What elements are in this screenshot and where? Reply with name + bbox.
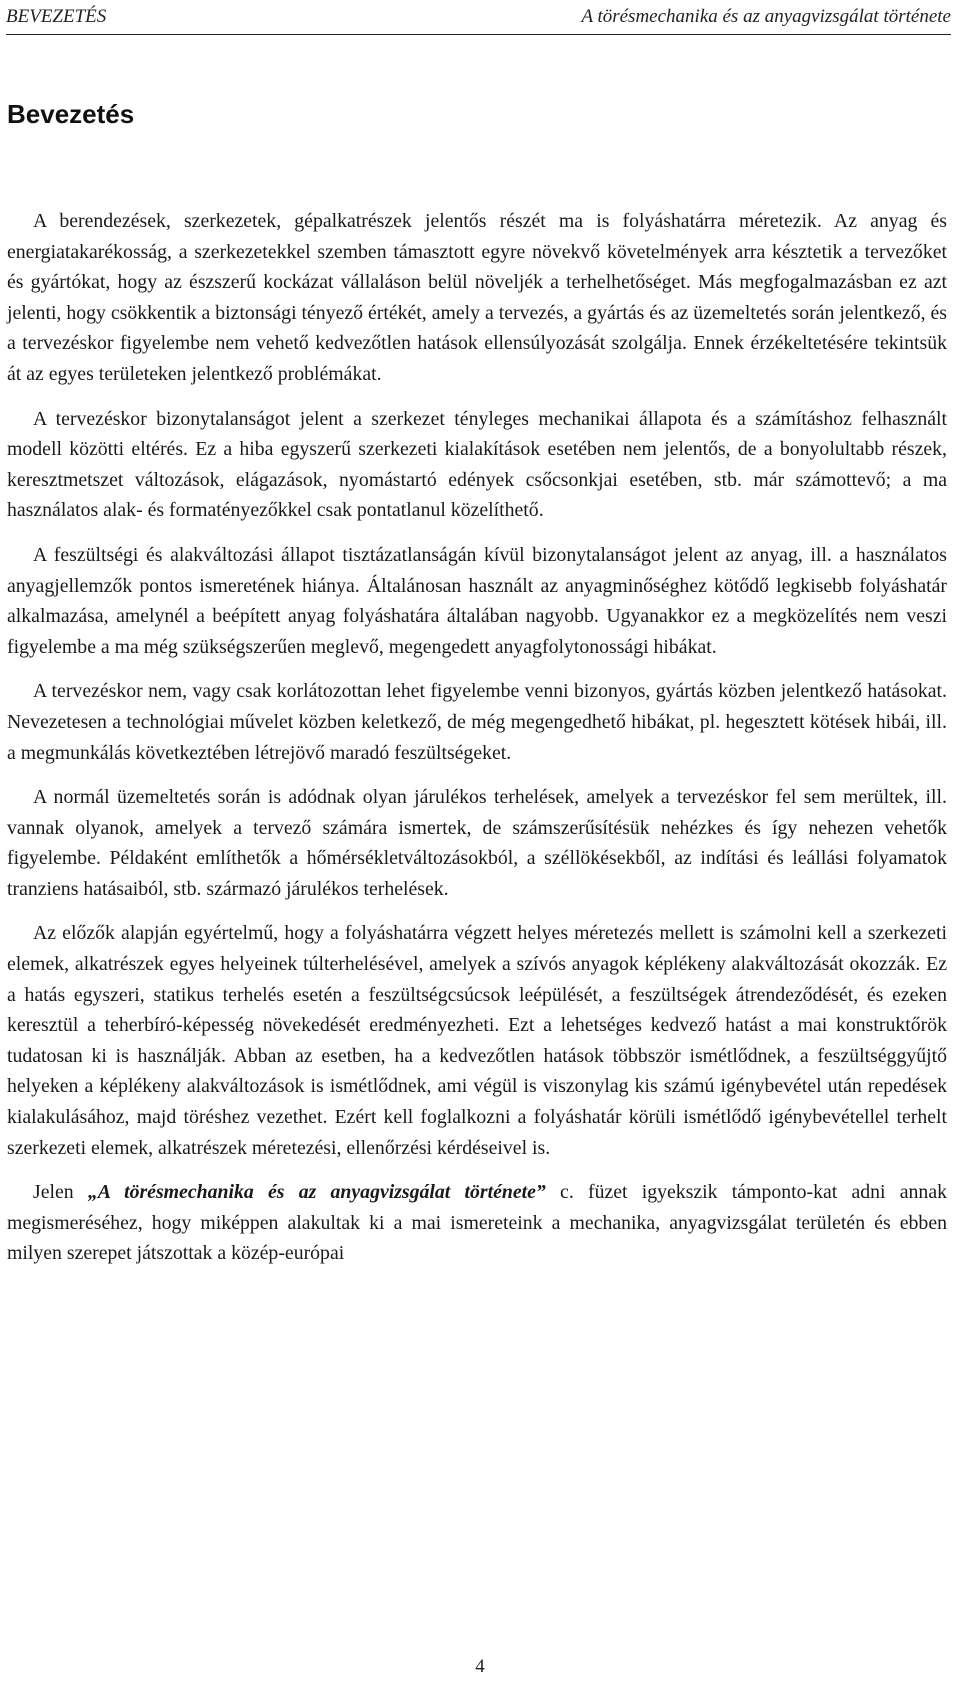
header-rule <box>6 34 951 35</box>
paragraph: A berendezések, szerkezetek, gépalkatrészek jelentős részét ma is folyáshatárra méretezik. Az anyag és energiatakarékosság, a szerkezetekkel szemben támasztott egyre növekvő követelmények arra késztetik a tervezőket és gyártókat, hogy az észszerű kockázat vállaláson belül növeljék a terhelhetőséget. Más megfogalmazásban ez azt jelenti, hogy csökkentik a biztonsági tényező értékét, amely a tervezés, a gyártás és az üzemeltetés során jelentkező, és a tervezéskor figyelembe nem vehető kedvezőtlen hatások ellensúlyozását szolgálja. Ennek érzékeltetésére tekintsük át az egyes területeken jelentkező problémákat. <box>7 210 947 385</box>
paragraph: A tervezéskor nem, vagy csak korlátozottan lehet figyelembe venni bizonyos, gyártás közben jelentkező hatásokat. Nevezetesen a technológiai művelet közben keletkező, de még megengedhető hibákat, pl. hegesztett kötések hibái, ill. a megmunkálás következtében létrejövő maradó feszültségeket. <box>7 680 947 764</box>
paragraph: A feszültségi és alakváltozási állapot tisztázatlanságán kívül bizonytalanságot jelent az anyag, ill. a használatos anyagjellemzők pontos ismeretének hiánya. Általánosan használt az anyagminőséghez kötődő legkisebb folyáshatár alkalmazása, amelynél a beépített anyag folyáshatára általában nagyobb. Ugyanakkor ez a megközelítés nem veszi figyelembe a ma még szükségszerűen meglevő, megengedett anyagfolytonossági hibákat. <box>7 543 947 658</box>
header-book-title: A törésmechanika és az anyagvizsgálat története <box>581 6 951 27</box>
body-text <box>7 206 947 1269</box>
paragraph: A tervezéskor bizonytalanságot jelent a szerkezet tényleges mechanikai állapota és a számításhoz felhasznált modell közötti eltérés. Ez a hiba egyszerű szerkezeti kialakítások esetében nem jelentős, de a bonyolultabb részek, keresztmetszet változások, elágazások, nyomástartó edények csőcsonkjai esetében, stb. már számottevő; a ma használatos alak- és formatényezőkkel csak pontatlanul közelíthető. <box>7 407 947 522</box>
last-paragraph-rest: c. füzet igyekszik támponto-kat adni annak megismeréséhez, hogy miképpen alakultak ki a mai ismereteink a mechanika, anyagvizsgálat területén és ebben milyen szerepet játszottak a közép-európai <box>7 1181 947 1265</box>
chapter-heading: Bevezetés <box>7 99 135 129</box>
last-paragraph <box>7 1177 947 1269</box>
booklet-title: „A törésmechanika és az anyagvizsgálat története” <box>87 1181 546 1204</box>
header-section-label: BEVEZETÉS <box>6 6 107 27</box>
paragraph: Az előzők alapján egyértelmű, hogy a folyáshatárra végzett helyes méretezés mellett is számolni kell a szerkezeti elemek, alkatrészek egyes helyeinek túlterhelésével, amelyek a szívós anyagok képlékeny alakváltozását okozzák. Ez a hatás egyszeri, statikus terhelés esetén a feszültségcsúcsok leépülését, a feszültségek átrendeződését, és ezeken keresztül a teherbíró-képesség növekedését eredményezheti. Ezt a lehetséges kedvező hatást a mai konstruktőrök tudatosan ki is használják. Abban az esetben, ha a kedvezőtlen hatások többször ismétlődnek, a feszültséggyűjtő helyeken a képlékeny alakváltozások is ismétlődnek, ami végül is viszonylag kis számú igénybevétel után repedések kialakulásához, majd töréshez vezethet. Ezért kell foglalkozni a folyáshatár körüli ismétlődő igénybevétellel terhelt szerkezeti elemek, alkatrészek méretezési, ellenőrzési kérdéseivel is. <box>7 922 947 1159</box>
paragraph: A normál üzemeltetés során is adódnak olyan járulékos terhelések, amelyek a tervezéskor fel sem merültek, ill. vannak olyanok, amelyek a tervező számára ismertek, de számszerűsítésük nehézkes és így nehezen vehetők figyelembe. Példaként említhetők a hőmérsékletváltozásokból, a széllökésekből, az indítási és leállási folyamatok tranziens hatásaiból, stb. származó járulékos terhelések. <box>7 786 947 900</box>
last-paragraph-lead: Jelen <box>33 1181 88 1204</box>
running-header <box>6 4 951 36</box>
page-number: 4 <box>475 1656 485 1677</box>
